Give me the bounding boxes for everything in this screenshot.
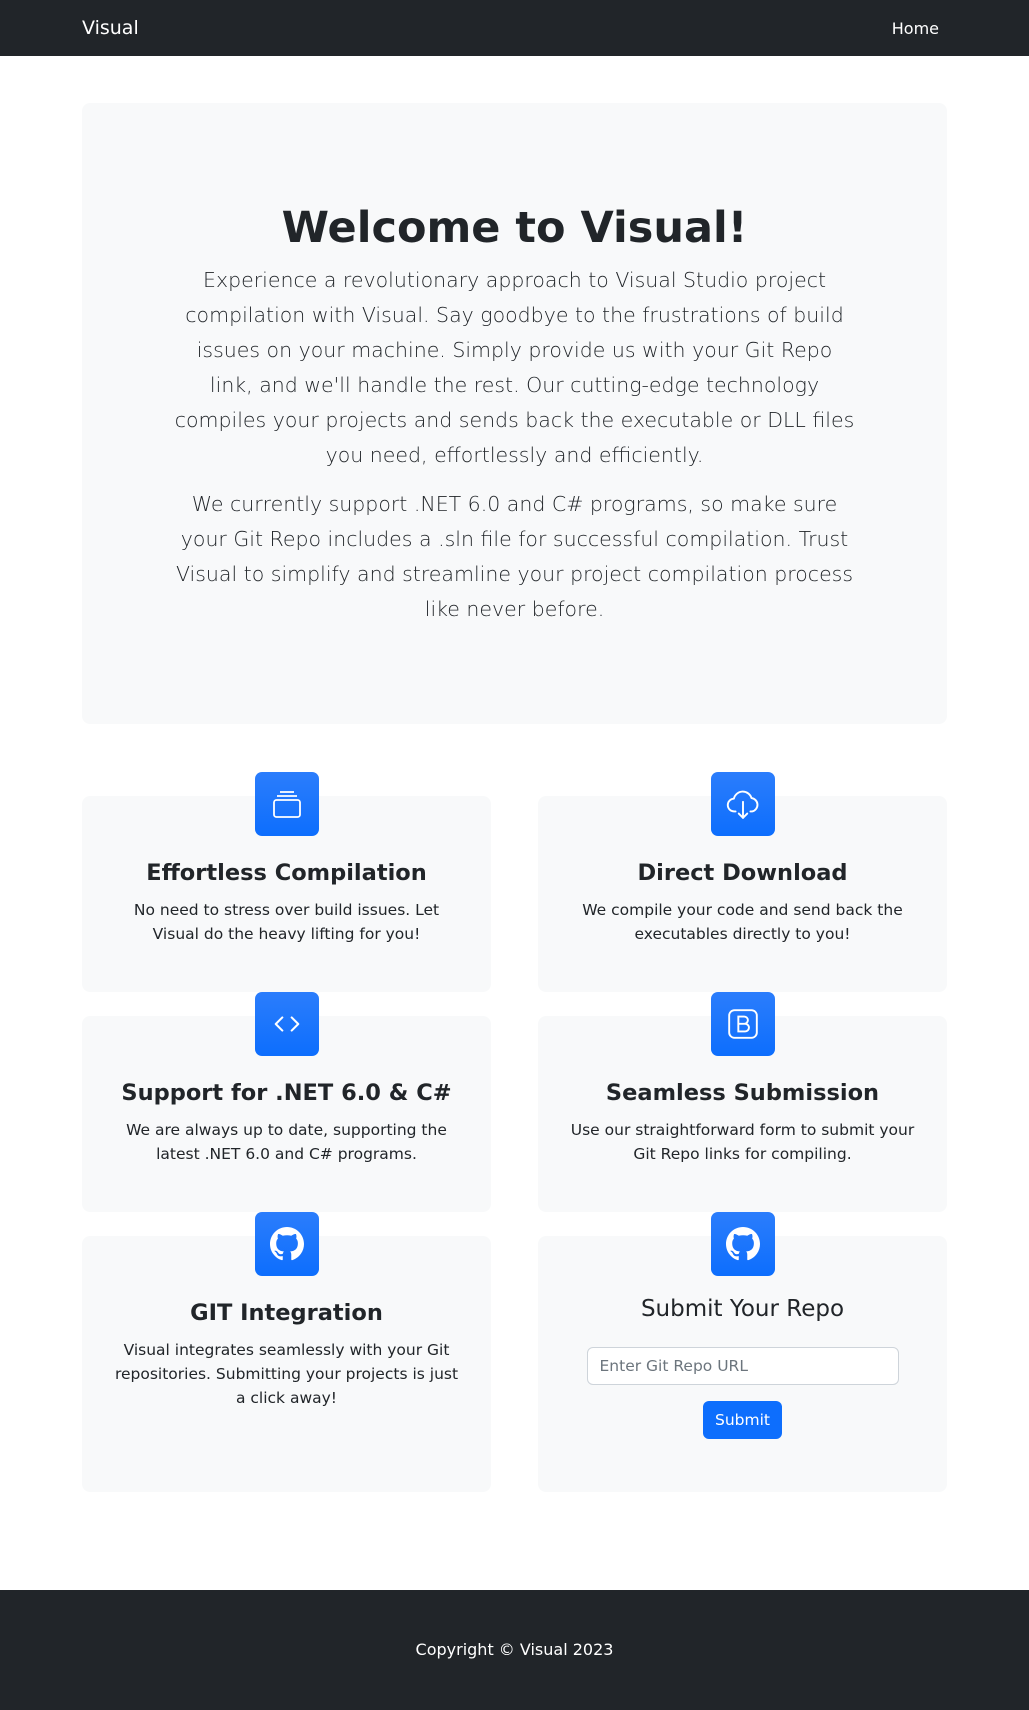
cloud-download-icon [711, 772, 775, 836]
github-icon [255, 1212, 319, 1276]
feature-text: Visual integrates seamlessly with your Git repositories. Submitting your projects is just a click away! [114, 1341, 459, 1407]
main-container [82, 103, 947, 1492]
hero-paragraph-2: We currently support .NET 6.0 and C# programs, so make sure your Git Repo includes a .sln file for successful compilation. Trust Visual to simplify and streamline your project compilation process like never before. [175, 491, 854, 621]
copyright-text: Copyright © Visual 2023 [415, 1640, 614, 1659]
feature-text: Use our straightforward form to submit your Git Repo links for compiling. [570, 1121, 915, 1163]
code-icon [255, 992, 319, 1056]
navbar [0, 0, 1029, 56]
hero-section [82, 103, 947, 724]
feature-card [82, 992, 491, 1212]
nav-home-link[interactable]: Home [891, 18, 939, 38]
feature-text: We are always up to date, supporting the latest .NET 6.0 and C# programs. [126, 1121, 447, 1163]
feature-title: Effortless Compilation [146, 860, 427, 886]
submit-form-title: Submit Your Repo [640, 1296, 845, 1322]
feature-title: GIT Integration [190, 1300, 383, 1326]
repo-url-input[interactable] [587, 1347, 899, 1385]
submit-repo-card [538, 1212, 947, 1492]
feature-card [82, 772, 491, 992]
github-icon [711, 1212, 775, 1276]
brand-logo[interactable]: Visual [82, 17, 139, 39]
feature-title: Direct Download [637, 860, 848, 886]
feature-title: Support for .NET 6.0 & C# [121, 1080, 452, 1106]
feature-title: Seamless Submission [605, 1080, 880, 1106]
footer [0, 1590, 1029, 1710]
features-grid [82, 772, 947, 1492]
feature-text: We compile your code and send back the executables directly to you! [582, 901, 903, 943]
feature-card [538, 772, 947, 992]
feature-card [82, 1212, 491, 1492]
hero-title: Welcome to Visual! [281, 203, 748, 253]
bootstrap-icon [711, 992, 775, 1056]
feature-card [538, 992, 947, 1212]
submit-button[interactable]: Submit [703, 1401, 782, 1439]
feature-text: No need to stress over build issues. Let Visual do the heavy lifting for you! [133, 901, 440, 943]
hero-paragraph-1: Experience a revolutionary approach to Visual Studio project compilation with Visual. Say goodbye to the frustrations of build issues on your machine. Simply provide us with your Git Repo link, and we'll handle the rest. Our cutting-edge technology compiles your projects and sends back the executable or DLL files you need, effortlessly and efficiently. [174, 267, 855, 467]
collection-icon [255, 772, 319, 836]
